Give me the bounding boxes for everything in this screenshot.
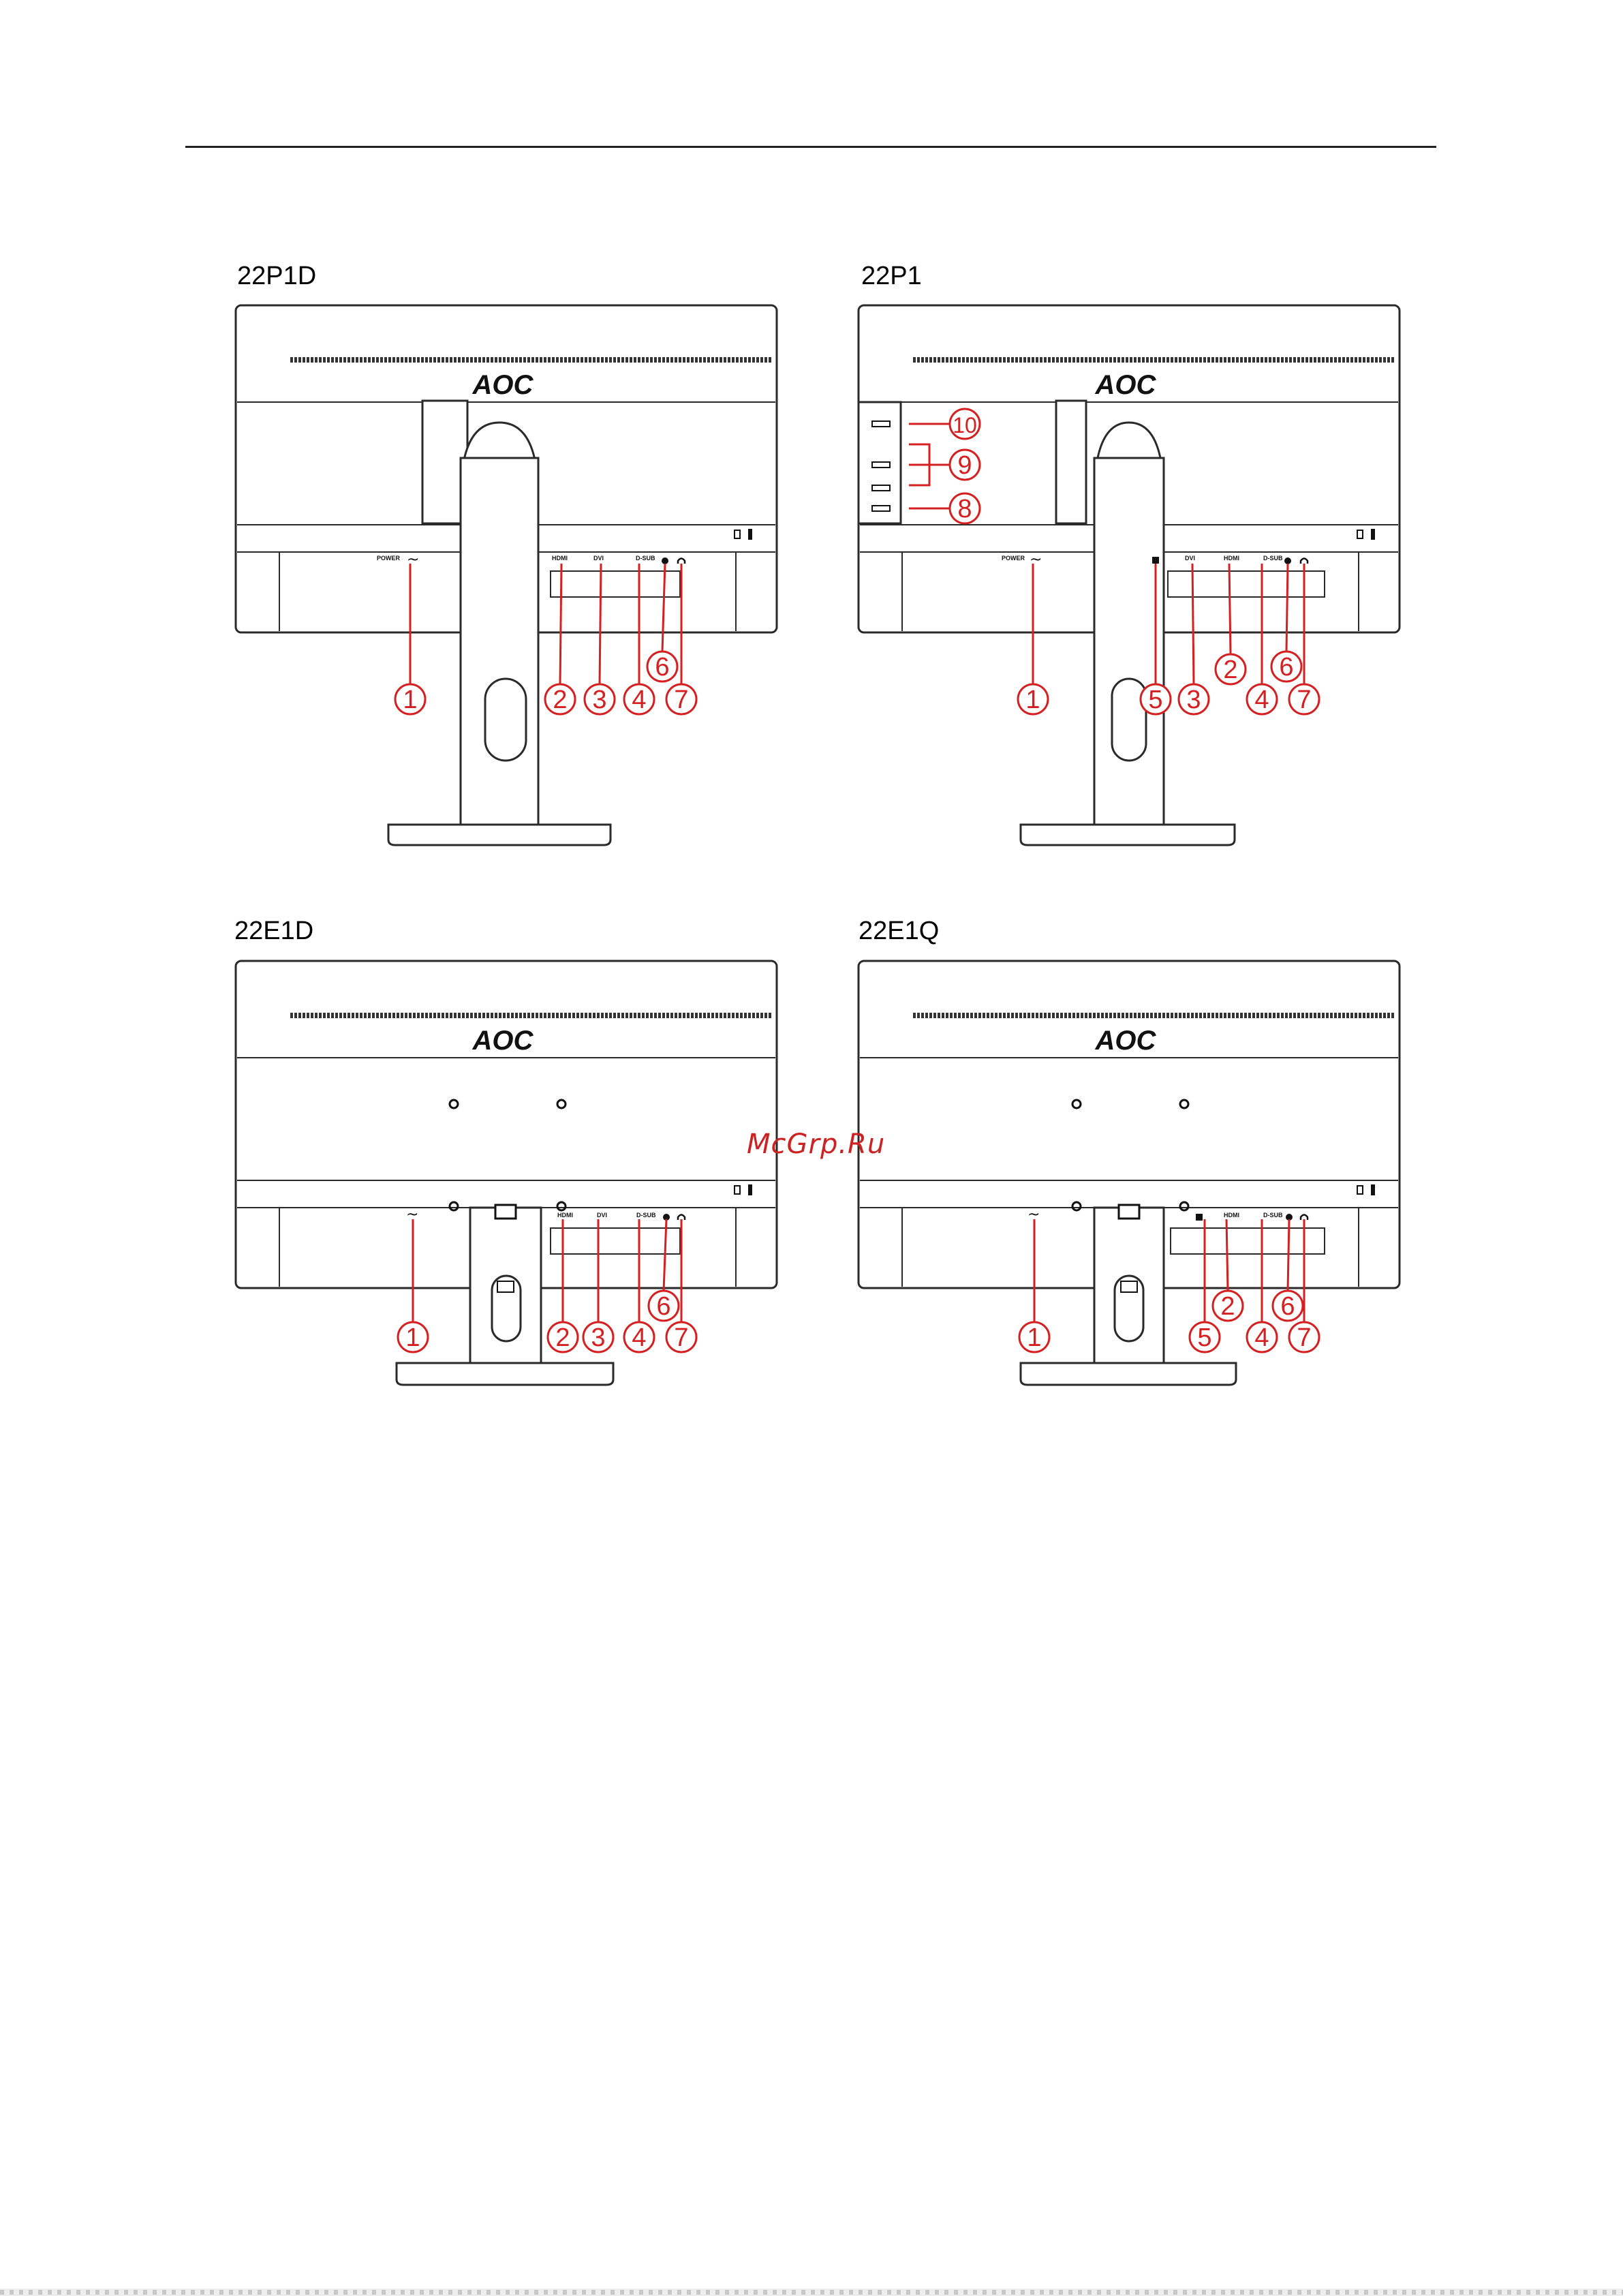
- strip-mark: [162, 2290, 166, 2295]
- strip-mark: [534, 2290, 538, 2295]
- port-label: POWER: [1002, 555, 1025, 562]
- strip-mark: [515, 2290, 519, 2295]
- strip-mark: [219, 2290, 223, 2295]
- strip-mark: [696, 2290, 700, 2295]
- strip-mark: [286, 2290, 290, 2295]
- model-label-22e1q: 22E1Q: [859, 917, 940, 945]
- strip-mark: [410, 2290, 414, 2295]
- strip-mark: [486, 2290, 491, 2295]
- strip-mark: [1269, 2290, 1273, 2295]
- strip-mark: [1297, 2290, 1301, 2295]
- port-label: DVI: [593, 555, 604, 562]
- strip-mark: [48, 2290, 52, 2295]
- strip-mark: [1307, 2290, 1311, 2295]
- displayport-icon: [1196, 1214, 1203, 1221]
- callout-number: 6: [656, 1292, 671, 1321]
- audio-in-icon: [1284, 557, 1291, 564]
- strip-mark: [715, 2290, 720, 2295]
- strip-mark: [1059, 2290, 1063, 2295]
- callout-number: 3: [1186, 686, 1201, 714]
- aoc-logo: AOC: [472, 1026, 534, 1056]
- bottom-strip: [0, 2289, 1623, 2296]
- strip-mark: [506, 2290, 510, 2295]
- strip-mark: [200, 2290, 204, 2295]
- strip-mark: [992, 2290, 996, 2295]
- strip-mark: [1402, 2290, 1406, 2295]
- strip-mark: [1183, 2290, 1187, 2295]
- strip-mark: [1164, 2290, 1168, 2295]
- aoc-logo: AOC: [472, 370, 534, 400]
- strip-mark: [496, 2290, 500, 2295]
- strip-mark: [172, 2290, 176, 2295]
- strip-mark: [229, 2290, 233, 2295]
- callout-number: 1: [405, 1323, 420, 1352]
- strip-mark: [1355, 2290, 1359, 2295]
- strip-mark: [296, 2290, 300, 2295]
- strip-mark: [1173, 2290, 1177, 2295]
- strip-mark: [1135, 2290, 1139, 2295]
- kensington-slot-icon: [748, 1184, 752, 1195]
- strip-mark: [124, 2290, 128, 2295]
- strip-mark: [353, 2290, 357, 2295]
- callout-number: 4: [632, 1323, 647, 1352]
- strip-mark: [954, 2290, 958, 2295]
- monitor-rear-22e1q: [848, 949, 1420, 1412]
- strip-mark: [57, 2290, 61, 2295]
- strip-mark: [639, 2290, 643, 2295]
- stand-base: [1021, 1363, 1236, 1385]
- strip-mark: [391, 2290, 395, 2295]
- strip-mark: [401, 2290, 405, 2295]
- strip-mark: [1469, 2290, 1473, 2295]
- strip-mark: [1040, 2290, 1044, 2295]
- strip-mark: [1278, 2290, 1282, 2295]
- strip-mark: [773, 2290, 777, 2295]
- callout-number: 4: [1254, 686, 1269, 714]
- port-label: D-SUB: [636, 1212, 656, 1219]
- model-label-22p1d: 22P1D: [237, 262, 317, 290]
- strip-mark: [1431, 2290, 1435, 2295]
- strip-mark: [916, 2290, 920, 2295]
- strip-mark: [1211, 2290, 1216, 2295]
- strip-mark: [630, 2290, 634, 2295]
- strip-mark: [649, 2290, 653, 2295]
- cable-hole: [1112, 679, 1146, 761]
- strip-mark: [706, 2290, 710, 2295]
- strip-mark: [1393, 2290, 1397, 2295]
- monitor-rear-22p1d: [225, 293, 797, 859]
- kensington-slot-icon: [1371, 529, 1375, 540]
- strip-mark: [572, 2290, 576, 2295]
- strip-mark: [887, 2290, 891, 2295]
- strip-mark: [782, 2290, 786, 2295]
- stand-base: [397, 1363, 613, 1385]
- strip-mark: [1383, 2290, 1387, 2295]
- strip-mark: [1011, 2290, 1015, 2295]
- strip-mark: [1421, 2290, 1425, 2295]
- strip-mark: [448, 2290, 452, 2295]
- strip-mark: [1078, 2290, 1082, 2295]
- strip-mark: [973, 2290, 977, 2295]
- strip-mark: [477, 2290, 481, 2295]
- strip-mark: [544, 2290, 548, 2295]
- strip-mark: [1479, 2290, 1483, 2295]
- stand-column: [461, 458, 538, 825]
- strip-mark: [181, 2290, 185, 2295]
- port-label: HDMI: [557, 1212, 573, 1219]
- strip-mark: [1002, 2290, 1006, 2295]
- strip-mark: [744, 2290, 748, 2295]
- callout-number: 2: [555, 1323, 570, 1352]
- callout-number: 6: [655, 653, 670, 682]
- strip-mark: [983, 2290, 987, 2295]
- port-label: HDMI: [1224, 555, 1239, 562]
- strip-mark: [1221, 2290, 1225, 2295]
- strip-mark: [105, 2290, 109, 2295]
- strip-mark: [1526, 2290, 1530, 2295]
- strip-mark: [334, 2290, 338, 2295]
- strip-mark: [1507, 2290, 1511, 2295]
- callout-number: 2: [553, 686, 568, 714]
- strip-mark: [925, 2290, 929, 2295]
- stand-column: [1094, 458, 1164, 825]
- strip-mark: [963, 2290, 968, 2295]
- strip-mark: [897, 2290, 901, 2295]
- strip-mark: [67, 2290, 71, 2295]
- strip-mark: [191, 2290, 195, 2295]
- callout-number: 7: [674, 686, 689, 714]
- strip-mark: [29, 2290, 33, 2295]
- strip-mark: [725, 2290, 729, 2295]
- callout-number: 5: [1148, 686, 1163, 714]
- strip-mark: [582, 2290, 586, 2295]
- callout-number: 2: [1223, 656, 1238, 684]
- strip-mark: [1593, 2290, 1597, 2295]
- stand-base: [388, 825, 610, 845]
- strip-mark: [1412, 2290, 1416, 2295]
- strip-mark: [1288, 2290, 1292, 2295]
- strip-mark: [38, 2290, 42, 2295]
- callout-number: 6: [1279, 653, 1294, 682]
- kensington-slot-icon: [1371, 1184, 1375, 1195]
- strip-mark: [1021, 2290, 1025, 2295]
- strip-mark: [467, 2290, 472, 2295]
- strip-mark: [19, 2290, 23, 2295]
- strip-mark: [878, 2290, 882, 2295]
- strip-mark: [1126, 2290, 1130, 2295]
- callout-number: 3: [591, 1323, 606, 1352]
- strip-mark: [735, 2290, 739, 2295]
- strip-mark: [343, 2290, 347, 2295]
- cable-clip: [1121, 1281, 1137, 1292]
- port-label: DVI: [1185, 555, 1196, 562]
- strip-mark: [1345, 2290, 1349, 2295]
- strip-mark: [677, 2290, 681, 2295]
- model-label-22p1: 22P1: [861, 262, 922, 290]
- strip-mark: [563, 2290, 567, 2295]
- monitor-rear-22e1d: [225, 949, 797, 1412]
- strip-mark: [591, 2290, 596, 2295]
- strip-mark: [944, 2290, 948, 2295]
- strip-mark: [277, 2290, 281, 2295]
- strip-mark: [210, 2290, 214, 2295]
- callout-number: 7: [674, 1323, 689, 1352]
- callout-number: 6: [1280, 1292, 1295, 1321]
- strip-mark: [258, 2290, 262, 2295]
- strip-mark: [830, 2290, 834, 2295]
- strip-mark: [820, 2290, 824, 2295]
- strip-mark: [553, 2290, 557, 2295]
- strip-mark: [1154, 2290, 1158, 2295]
- strip-mark: [305, 2290, 309, 2295]
- strip-mark: [1068, 2290, 1072, 2295]
- callout-number: 9: [957, 451, 972, 480]
- strip-mark: [839, 2290, 844, 2295]
- port-label: POWER: [377, 555, 401, 562]
- strip-mark: [525, 2290, 529, 2295]
- strip-mark: [0, 2290, 4, 2295]
- strip-mark: [1097, 2290, 1101, 2295]
- strip-mark: [439, 2290, 443, 2295]
- cable-hole: [485, 679, 526, 761]
- strip-mark: [1049, 2290, 1053, 2295]
- strip-mark: [1498, 2290, 1502, 2295]
- cable-clip: [497, 1281, 514, 1292]
- strip-mark: [382, 2290, 386, 2295]
- strip-mark: [668, 2290, 672, 2295]
- watermark-text: McGrp.Ru: [747, 1129, 886, 1160]
- callout-number: 3: [592, 686, 607, 714]
- strip-mark: [906, 2290, 910, 2295]
- strip-mark: [1231, 2290, 1235, 2295]
- displayport-icon: [1152, 557, 1159, 564]
- strip-mark: [868, 2290, 872, 2295]
- ac-power-icon: ~: [406, 1206, 419, 1223]
- strip-mark: [458, 2290, 462, 2295]
- aoc-logo: AOC: [1095, 370, 1156, 400]
- callout-number: 8: [957, 495, 972, 523]
- strip-mark: [324, 2290, 328, 2295]
- strip-mark: [754, 2290, 758, 2295]
- strip-mark: [1517, 2290, 1521, 2295]
- callout-number: 1: [403, 686, 418, 714]
- strip-mark: [143, 2290, 147, 2295]
- strip-mark: [362, 2290, 367, 2295]
- strip-mark: [372, 2290, 376, 2295]
- callout-number: 10: [953, 413, 977, 438]
- strip-mark: [1240, 2290, 1244, 2295]
- port-label: D-SUB: [1263, 555, 1283, 562]
- port-label: D-SUB: [636, 555, 655, 562]
- callout-number: 7: [1297, 686, 1312, 714]
- strip-mark: [1612, 2290, 1616, 2295]
- strip-mark: [76, 2290, 80, 2295]
- strip-mark: [1450, 2290, 1454, 2295]
- strip-mark: [114, 2290, 119, 2295]
- strip-mark: [1583, 2290, 1588, 2295]
- strip-mark: [687, 2290, 691, 2295]
- strip-mark: [1116, 2290, 1120, 2295]
- strip-mark: [1335, 2290, 1340, 2295]
- strip-mark: [849, 2290, 853, 2295]
- ac-power-icon: ~: [407, 551, 420, 568]
- port-label: HDMI: [1224, 1212, 1239, 1219]
- port-label: DVI: [597, 1212, 608, 1219]
- strip-mark: [935, 2290, 939, 2295]
- strip-mark: [134, 2290, 138, 2295]
- strip-mark: [1488, 2290, 1492, 2295]
- stand-neck: [1056, 401, 1086, 523]
- port-label: D-SUB: [1263, 1212, 1283, 1219]
- strip-mark: [610, 2290, 615, 2295]
- aoc-logo: AOC: [1095, 1026, 1156, 1056]
- callout-number: 4: [632, 686, 647, 714]
- strip-mark: [1459, 2290, 1464, 2295]
- strip-mark: [429, 2290, 433, 2295]
- strip-mark: [1545, 2290, 1549, 2295]
- strip-mark: [1030, 2290, 1034, 2295]
- strip-mark: [620, 2290, 624, 2295]
- port-label: HDMI: [552, 555, 568, 562]
- stand-base: [1021, 825, 1235, 845]
- strip-mark: [1574, 2290, 1578, 2295]
- strip-mark: [801, 2290, 805, 2295]
- strip-mark: [1555, 2290, 1559, 2295]
- strip-mark: [1145, 2290, 1149, 2295]
- model-label-22e1d: 22E1D: [234, 917, 314, 945]
- strip-mark: [86, 2290, 90, 2295]
- ac-power-icon: ~: [1030, 551, 1042, 568]
- strip-mark: [95, 2290, 99, 2295]
- strip-mark: [1374, 2290, 1378, 2295]
- stand-lock-tab: [495, 1205, 516, 1219]
- top-rule: [185, 146, 1436, 148]
- stand-lock-tab: [1119, 1205, 1139, 1219]
- strip-mark: [238, 2290, 243, 2295]
- strip-mark: [153, 2290, 157, 2295]
- strip-mark: [658, 2290, 662, 2295]
- strip-mark: [1316, 2290, 1320, 2295]
- ac-power-icon: ~: [1027, 1206, 1040, 1223]
- strip-mark: [1087, 2290, 1092, 2295]
- strip-mark: [1364, 2290, 1368, 2295]
- strip-mark: [420, 2290, 424, 2295]
- strip-mark: [1603, 2290, 1607, 2295]
- strip-mark: [10, 2290, 14, 2295]
- strip-mark: [1250, 2290, 1254, 2295]
- strip-mark: [1326, 2290, 1330, 2295]
- kensington-slot-icon: [748, 529, 752, 540]
- strip-mark: [315, 2290, 319, 2295]
- audio-in-icon: [662, 557, 668, 564]
- callout-number: 4: [1254, 1323, 1269, 1352]
- strip-mark: [267, 2290, 271, 2295]
- strip-mark: [1440, 2290, 1444, 2295]
- strip-mark: [1192, 2290, 1196, 2295]
- callout-number: 1: [1025, 686, 1040, 714]
- strip-mark: [1536, 2290, 1540, 2295]
- strip-mark: [1107, 2290, 1111, 2295]
- strip-mark: [1259, 2290, 1263, 2295]
- strip-mark: [763, 2290, 767, 2295]
- callout-number: 2: [1220, 1292, 1235, 1321]
- callout-number: 1: [1027, 1323, 1042, 1352]
- strip-mark: [248, 2290, 252, 2295]
- monitor-rear-22p1: [848, 293, 1420, 859]
- callout-number: 5: [1197, 1323, 1212, 1352]
- callout-number: 7: [1297, 1323, 1312, 1352]
- strip-mark: [1202, 2290, 1206, 2295]
- strip-mark: [792, 2290, 796, 2295]
- strip-mark: [601, 2290, 605, 2295]
- strip-mark: [859, 2290, 863, 2295]
- strip-mark: [1564, 2290, 1568, 2295]
- strip-mark: [811, 2290, 815, 2295]
